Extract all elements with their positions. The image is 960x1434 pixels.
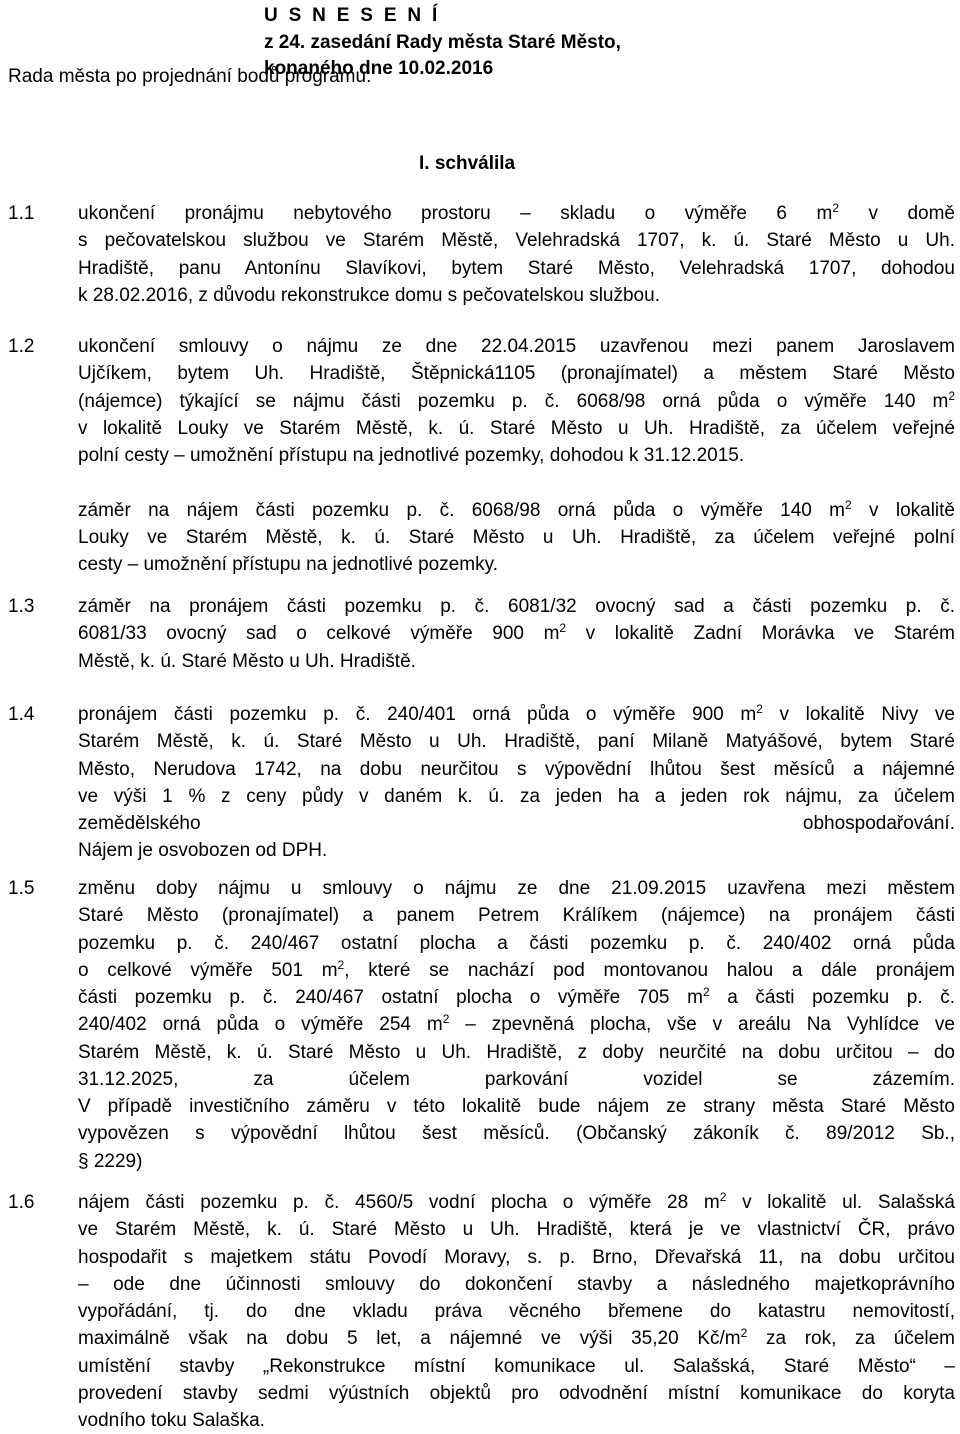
text-segment: Městě, k. ú. Staré Město u Uh. Hradiště. [78,650,416,672]
text-line [78,728,955,755]
text-segment: vypořádání, tj. do dne vkladu práva věcného břemene do katastru nemovitostí, [78,1301,955,1322]
text-line [78,783,955,810]
text-line [78,360,955,387]
item-number: 1.4 [8,704,35,725]
text-segment: k 28.02.2016, z důvodu rekonstrukce domu s pečovatelskou službou. [78,284,660,306]
item-number: 1.2 [8,336,35,357]
text-segment: polní cesty – umožnění přístupu na jednotlivé pozemky, dohodou k 31.12.2015. [78,445,745,466]
item-text [78,875,955,1175]
text-segment: změnu doby nájmu u smlouvy o nájmu ze dne 21.09.2015 uzavřena mezi městem [78,878,955,899]
superscript: 2 [832,201,839,215]
text-line [78,255,955,282]
text-line [78,200,955,227]
text-segment: pozemku p. č. 240/467 ostatní plocha a části pozemku p. č. 240/402 orná půda [78,932,955,954]
text-line [78,930,955,957]
text-segment: Louky ve Starém Městě, k. ú. Staré Město u Uh. Hradiště, za účelem veřejné polní [78,526,955,548]
text-segment: Nájem je osvobozen od DPH. [78,840,328,862]
text-segment: v lokalitě [851,499,955,521]
text-segment: 6081/33 ovocný sad o celkové výměře 900 m [78,623,560,645]
text-line [78,1039,955,1066]
text-line [78,1066,955,1093]
text-segment: Hradiště, panu Antonínu Slavíkovi, bytem Staré Město, Velehradská 1707, dohodou [78,257,955,279]
text-line [78,701,955,728]
text-line [78,1216,955,1243]
text-line [78,837,955,864]
superscript: 2 [702,985,710,999]
item-text [78,333,955,578]
text-segment: § 2229) [78,1150,143,1172]
text-line [78,442,955,469]
text-line [78,1353,955,1380]
superscript: 2 [756,702,763,716]
text-segment: a části pozemku p. č. [709,987,956,1008]
text-line [78,1380,955,1407]
item-number: 1.5 [8,878,35,899]
text-segment: 240/402 orná půda o výměře 254 m [78,1014,443,1036]
text-segment: Město, Nerudova 1742, na dobu neurčitou s výpovědní lhůtou šest měsíců a nájemné [78,758,955,780]
text-line [78,282,955,309]
item-number: 1.6 [8,1192,35,1213]
item-text [78,701,955,865]
text-line [78,469,955,496]
document-title: U S N E S E N Í [264,5,441,26]
text-line [78,524,955,551]
text-line [78,333,955,360]
text-segment: ukončení smlouvy o nájmu ze dne 22.04.2015 uzavřenou mezi panem Jaroslavem [78,336,955,357]
superscript: 2 [740,1326,748,1341]
intro-text: Rada města po projednání bodů programu: [8,66,372,87]
superscript: 2 [442,1012,450,1027]
text-segment: – zpevněná plocha, vše v areálu Na Vyhlídce ve [449,1014,956,1036]
text-line [78,1148,955,1175]
text-line [78,415,955,442]
item-text [78,1189,955,1434]
text-segment: Staré Město (pronajímatel) a panem Petrem Králíkem (nájemce) na pronájem části [78,905,955,927]
superscript: 2 [719,1190,727,1204]
text-segment: (nájemce) týkající se nájmu části pozemku p. č. 6068/98 orná půda o výměře 140 m [78,390,949,412]
text-segment: Starém Městě, k. ú. Staré Město u Uh. Hradiště, paní Milaně Matyášové, bytem Staré [78,731,955,753]
text-line [78,227,955,254]
text-segment: v lokalitě Zadní Morávka ve Starém [566,623,955,645]
item-number: 1.1 [8,203,35,224]
text-segment: V případě investičního záměru v této lokalitě bude nájem ze strany města Staré Město [78,1096,955,1117]
text-line [78,1189,955,1216]
superscript: 2 [948,388,955,403]
text-line [78,756,955,783]
text-line [78,620,955,647]
text-line [78,957,955,984]
text-segment: nájem části pozemku p. č. 4560/5 vodní plocha o výměře 28 m [78,1192,720,1213]
text-segment: maximálně však na dobu 5 let, a nájemné ve výši 35,20 Kč/m [78,1328,741,1350]
text-segment: Ujčíkem, bytem Uh. Hradiště, Štěpnická1105 (pronajímatel) a městem Staré Město [78,363,955,385]
section-heading: I. schválila [419,153,516,174]
text-line [78,1325,955,1352]
text-segment: v lokalitě Louky ve Starém Městě, k. ú. Staré Město u Uh. Hradiště, za účelem veřejné [78,417,955,439]
text-line [78,1271,955,1298]
item-text [78,200,955,309]
text-segment: s pečovatelskou službou ve Starém Městě, Velehradská 1707, k. ú. Staré Město u Uh. [78,230,955,252]
text-segment: zemědělského obhospodařování. [78,813,955,834]
text-line [78,1011,955,1038]
text-segment: v domě [839,203,955,224]
item-number: 1.3 [8,596,35,617]
text-segment: v lokalitě ul. Salašská [726,1192,955,1213]
text-line [78,902,955,929]
text-line [78,810,955,837]
text-segment: ukončení pronájmu nebytového prostoru – skladu o výměře 6 m [78,203,833,224]
text-segment: hospodařit s majetkem státu Povodí Moravy, s. p. Brno, Dřevařská 11, na dobu určitou [78,1246,955,1268]
text-segment: za rok, za účelem [747,1328,956,1350]
text-segment: cesty – umožnění přístupu na jednotlivé pozemky. [78,554,498,575]
meeting-date: konaného dne 10.02.2016 [264,58,494,79]
text-segment: umístění stavby „Rekonstrukce místní komunikace ul. Salašská, Staré Město“ – [78,1355,955,1377]
text-line [78,593,955,620]
text-segment: vodního toku Salaška. [78,1410,265,1431]
text-segment: vypovězen s výpovědní lhůtou šest měsíců. (Občanský zákoník č. 89/2012 Sb., [78,1123,955,1145]
text-segment: části pozemku p. č. 240/467 ostatní plocha o výměře 705 m [78,987,703,1008]
text-line [78,497,955,524]
text-segment: ve Starém Městě, k. ú. Staré Město u Uh. Hradiště, která je ve vlastnictví ČR, právo [78,1219,955,1241]
meeting-line: z 24. zasedání Rady města Staré Město, [264,32,621,53]
text-line [78,648,955,675]
text-line [78,1120,955,1147]
text-line [78,1298,955,1325]
text-line [78,875,955,902]
text-line [78,1407,955,1434]
text-segment: v lokalitě Nivy ve [762,704,955,725]
superscript: 2 [337,957,345,972]
text-line [78,984,955,1011]
text-line [78,1244,955,1271]
text-segment: pronájem části pozemku p. č. 240/401 orná půda o výměře 900 m [78,704,757,725]
text-line [78,388,955,415]
text-segment: Starém Městě, k. ú. Staré Město u Uh. Hradiště, z doby neurčité na dobu určitou – do [78,1041,955,1063]
item-text [78,593,955,675]
text-segment: 31.12.2025, za účelem parkování vozidel se zázemím. [78,1068,955,1090]
text-line [78,551,955,578]
text-segment: provedení stavby sedmi výústních objektů pro odvodnění místní komunikace do koryta [78,1382,955,1404]
superscript: 2 [845,497,852,512]
text-segment: záměr na pronájem části pozemku p. č. 6081/32 ovocný sad a části pozemku p. č. [78,596,955,617]
text-line [78,1093,955,1120]
superscript: 2 [559,621,567,636]
text-segment: – ode dne účinnosti smlouvy do dokončení stavby a následného majetkoprávního [78,1273,955,1295]
text-segment: ve výši 1 % z ceny půdy v daném k. ú. za jeden ha a jeden rok nájmu, za účelem [78,785,955,807]
text-segment: záměr na nájem části pozemku p. č. 6068/98 orná půda o výměře 140 m [78,499,846,521]
text-segment: o celkové výměře 501 m [78,959,338,981]
text-segment: , které se nachází pod montovanou halou a dále pronájem [344,959,955,981]
